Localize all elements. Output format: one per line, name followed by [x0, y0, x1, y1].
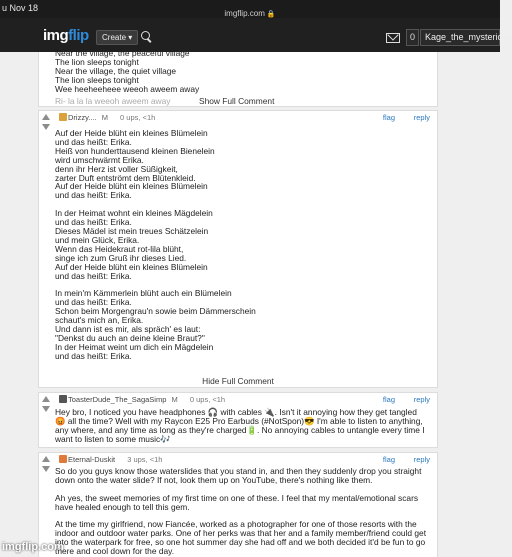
search-icon[interactable]	[140, 30, 154, 44]
vote-controls	[39, 393, 53, 419]
comment-1	[38, 48, 438, 107]
downvote-icon[interactable]	[42, 406, 50, 412]
comment-body: Near the village, the peaceful village The lion sleeps tonight Near the village, the quiet village The lion sleeps tonight Wee heeheeheee weeoh aweem away	[55, 48, 200, 94]
comment-points: 3 ups, <1h	[127, 455, 163, 464]
reply-link[interactable]: reply	[413, 113, 430, 122]
imgflip-logo[interactable]: imgflip	[43, 27, 89, 44]
downvote-icon[interactable]	[42, 466, 50, 472]
flag-link[interactable]: flag	[382, 455, 395, 464]
vote-controls	[39, 453, 53, 479]
upvote-icon[interactable]	[42, 456, 50, 462]
comment-points: 0 ups, <1h	[120, 113, 156, 122]
watermark: imgflip.com	[2, 541, 64, 553]
user-menu-button[interactable]: Kage_the_mysterious	[420, 29, 500, 46]
comment-username[interactable]: ToasterDude_The_SagaSimp	[68, 395, 167, 404]
comment-points: 0 ups, <1h	[189, 395, 226, 404]
lock-icon: 🔒	[266, 11, 276, 18]
avatar[interactable]	[59, 113, 67, 121]
hide-full-comment-link[interactable]: Hide Full Comment	[202, 376, 274, 386]
mail-icon[interactable]	[386, 33, 400, 43]
comment-2	[38, 110, 438, 388]
status-time: u Nov 18	[2, 3, 39, 13]
comment-username[interactable]: Eternal-Duskit	[68, 455, 116, 464]
show-full-comment-link[interactable]: Show Full Comment	[199, 96, 275, 106]
comment-meta	[59, 395, 225, 404]
comment-meta	[59, 113, 155, 122]
reply-link[interactable]: reply	[413, 395, 430, 404]
downvote-icon[interactable]	[42, 124, 50, 130]
reply-link[interactable]: reply	[413, 455, 430, 464]
url-text: imgflip.com	[224, 9, 265, 18]
address-bar[interactable]	[0, 9, 500, 18]
comment-4	[38, 452, 438, 557]
vote-controls	[39, 111, 53, 137]
top-navbar	[0, 18, 512, 52]
comment-body: Auf der Heide blüht ein kleines Blümelein und das heißt: Erika. Heiß von hunderttausend kleinen Bienelein wird umschwärmt Erika. denn ihr Herz ist voller Süßigkeit, zarter Duft entströmt dem Blütenkleid. Auf der Heide blüht ein kleines Blümelein und das heißt: Erika. In der Heimat wohnt ein kleines Mägdelein und das heißt: Erika. Dieses Mädel ist mein treues Schätzelein und mein Glück, Erika. Wenn das Heidekraut rot-lila blüht, singe ich zum Gruß ihr dieses Lied. Auf der Heide blüht ein kleines Blümelein und das heißt: Erika. In mein'm Kämmerlein blüht auch ein Blümelein und das heißt: Erika. Schon beim Morgengrau'n sowie beim Dämmerschein schaut's mich an, Erika. Und dann ist es mir, als spräch' es laut: "Denkst du auch an deine kleine Braut?" In der Heimat weint um dich ein Mägdelein und das heißt: Erika.	[55, 128, 256, 361]
flag-link[interactable]: flag	[382, 395, 395, 404]
flag-link[interactable]: flag	[382, 113, 395, 122]
comment-body: Hey bro, I noticed you have headphones 🎧 with cables 🔌. Isn't it annoying how they get tangled 😡 all the time? Well with my Raycon E25 Pro Earbuds (#NotSpon)😎 I'm able to listen to anything, any where, and any time as long as they're charged🔋. No annoying cables to untangle every time I want to listen to some music🎶	[55, 407, 425, 444]
avatar[interactable]	[59, 395, 67, 403]
mod-badge: M	[101, 113, 108, 122]
upvote-icon[interactable]	[42, 396, 50, 402]
notification-count[interactable]: 0	[406, 29, 419, 46]
create-button[interactable]: Create ▾	[96, 30, 138, 45]
comment-faded-line: Ri- la la la weeoh aweem away	[55, 96, 171, 106]
comment-username[interactable]: Drizzy....	[68, 113, 97, 122]
upvote-icon[interactable]	[42, 114, 50, 120]
mod-badge: M	[171, 395, 178, 404]
comment-meta	[59, 455, 162, 464]
comment-body: So do you guys know those waterslides that you stand in, and then they suddenly drop you straight down onto the water slide? If not, look them up on YouTube, there's nothing like them. Ah yes, the sweet memories of my first time on one of these. I feel that my mental/emotional scars have healed enough to tell this gem. At the time my girlfriend, now Fiancée, worked as a photographer for one of those resorts with the indoor and outdoor water parks. One of her perks was that her and a family member/friend could get into the waterpark for free, so one hot summer day she had off and we both decided it'd be fun to go there and cool down for the day.	[55, 466, 427, 557]
avatar[interactable]	[59, 455, 67, 463]
comment-3	[38, 392, 438, 448]
status-bar	[0, 0, 500, 18]
